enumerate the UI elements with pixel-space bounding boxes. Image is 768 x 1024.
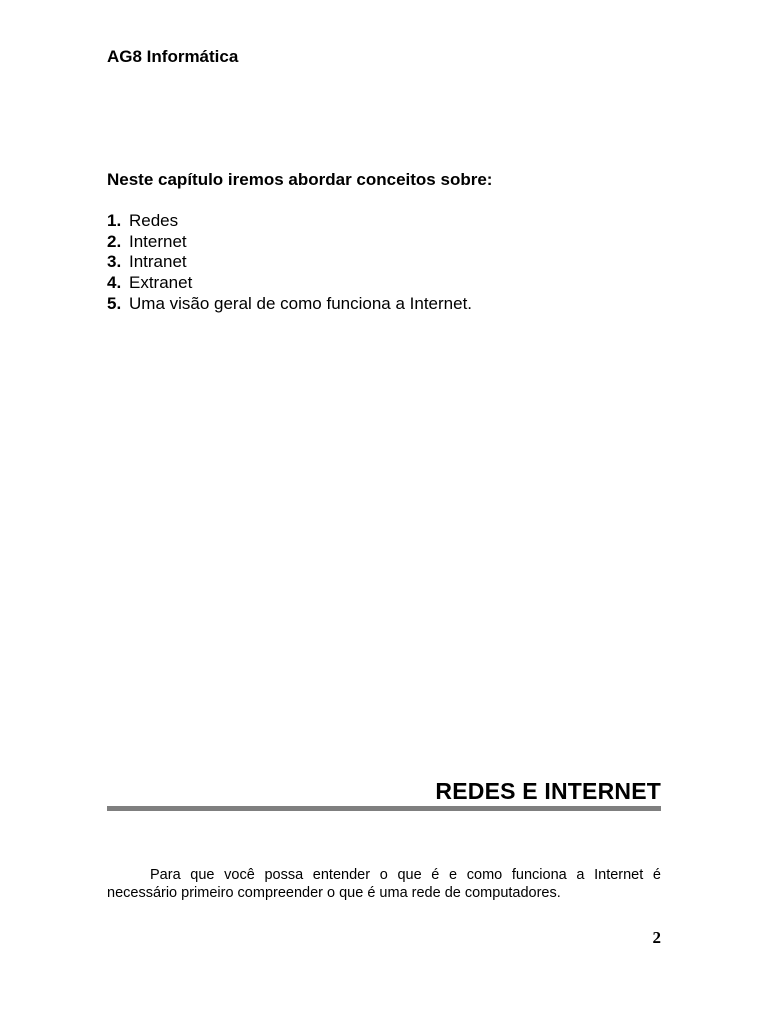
- body-paragraph: Para que você possa entender o que é e como funciona a Internet é necessário primeiro compreender o que é uma rede de computadores.: [107, 867, 661, 901]
- list-item: [107, 232, 472, 253]
- list-item-label: Redes: [129, 211, 179, 230]
- list-item: [107, 211, 472, 232]
- list-item: [107, 252, 472, 273]
- topics-list: [107, 211, 472, 315]
- list-item-label: Extranet: [129, 273, 193, 293]
- page-header: AG8 Informática: [107, 47, 239, 66]
- list-item-number: 1.: [107, 211, 122, 230]
- section-divider: [107, 806, 661, 811]
- page-number: 2: [652, 928, 661, 947]
- list-item-label: Intranet: [129, 252, 187, 272]
- section-title: REDES E INTERNET: [435, 778, 661, 804]
- list-item-label: Uma visão geral de como funciona a Internet.: [129, 293, 473, 313]
- chapter-intro: Neste capítulo iremos abordar conceitos sobre:: [107, 170, 493, 189]
- list-item: [107, 273, 472, 294]
- list-item-number: 4.: [107, 273, 122, 293]
- list-item-number: 3.: [107, 252, 122, 272]
- list-item-number: 5.: [107, 293, 122, 313]
- list-item-number: 2.: [107, 231, 122, 251]
- list-item: [107, 294, 472, 315]
- list-item-label: Internet: [129, 231, 187, 251]
